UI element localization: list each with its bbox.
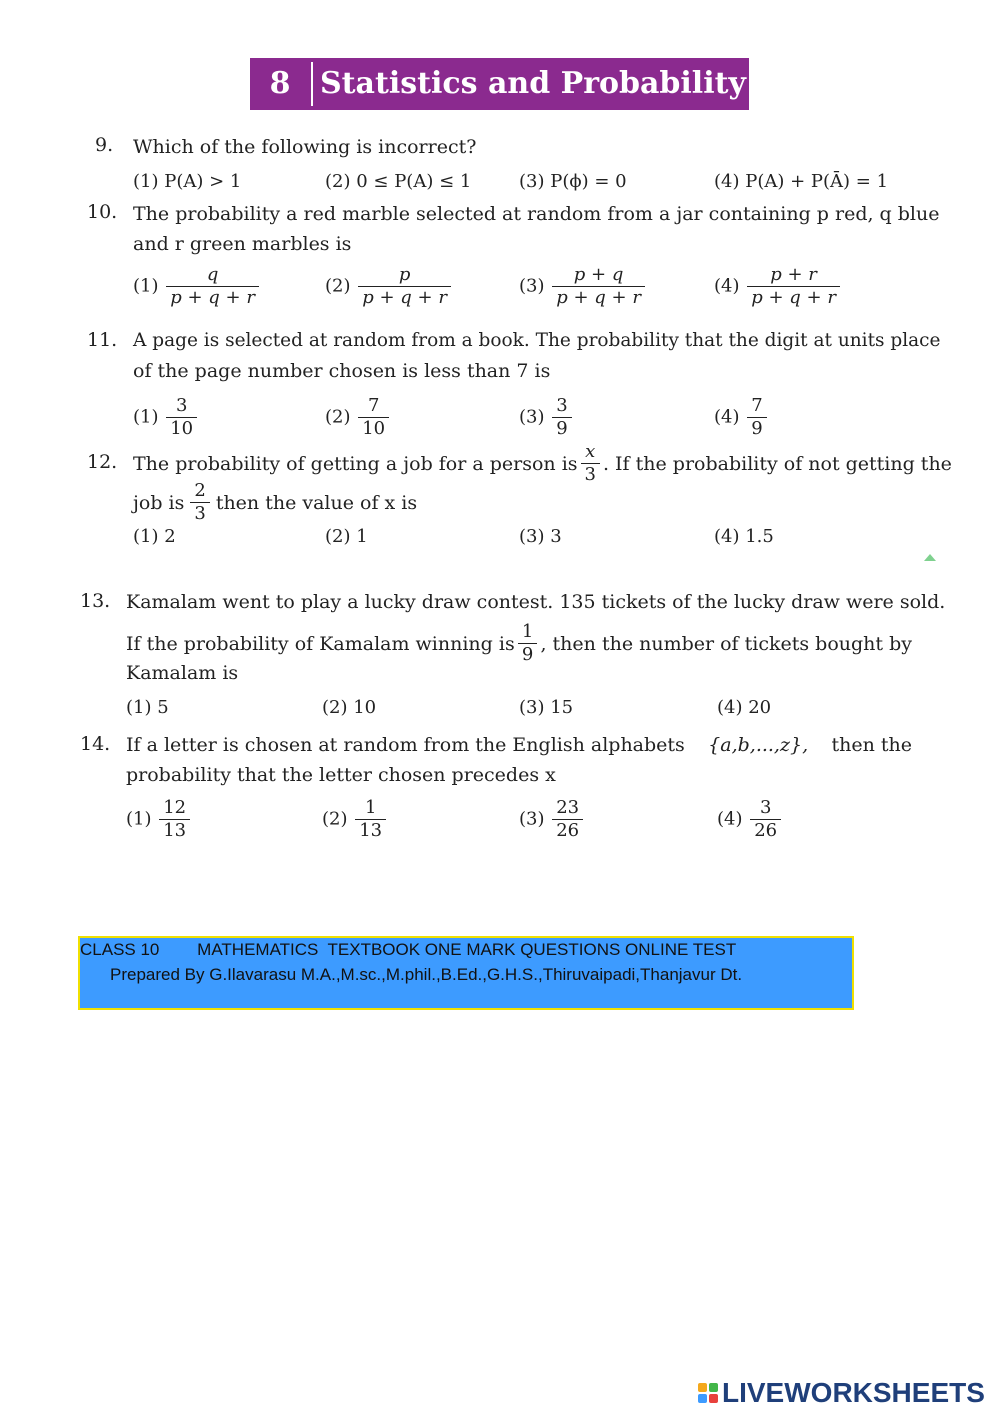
- q14-line-1: [126, 730, 912, 760]
- q12-fraction-not-job: [190, 480, 209, 525]
- q14-option-4-label: (4): [717, 808, 743, 830]
- q14-option-1-fraction: [159, 797, 190, 842]
- denominator: 26: [750, 819, 781, 842]
- numerator: p + q: [573, 264, 624, 285]
- q13-line-3: Kamalam is: [126, 662, 239, 684]
- chapter-header: [250, 58, 749, 110]
- q12-option-4[interactable]: (4) 1.5: [714, 526, 774, 547]
- denominator: 10: [166, 417, 197, 440]
- denominator: 9: [552, 417, 571, 440]
- q14-option-4-fraction: [750, 797, 781, 842]
- q9-option-4[interactable]: (4) P(A) + P(Ā) = 1: [714, 171, 889, 192]
- q14-option-4[interactable]: [717, 797, 783, 842]
- logo-text: LIVEWORKSHEETS: [722, 1377, 985, 1408]
- numerator: 12: [163, 797, 187, 818]
- q11-option-3-label: (3): [519, 406, 545, 428]
- numerator: 3: [556, 395, 568, 416]
- q10-option-4-fraction: [747, 264, 840, 309]
- q13-option-3[interactable]: (3) 15: [519, 697, 574, 718]
- numerator: p: [398, 264, 411, 285]
- logo-square: [709, 1394, 718, 1403]
- denominator: 13: [159, 819, 190, 842]
- q10-number: 10.: [87, 201, 118, 223]
- logo-square: [709, 1383, 718, 1392]
- denominator: 3: [581, 463, 600, 486]
- chapter-divider: [311, 62, 313, 106]
- denominator: 13: [355, 819, 386, 842]
- q9-text: Which of the following is incorrect?: [133, 136, 477, 158]
- q12-fraction-job: [581, 441, 600, 486]
- banner-class-line: CLASS 10 MATHEMATICS TEXTBOOK ONE MARK QUESTIONS ONLINE TEST: [80, 940, 737, 959]
- q10-option-2[interactable]: [325, 264, 453, 309]
- q12-option-1[interactable]: (1) 2: [133, 526, 176, 547]
- q11-option-4[interactable]: [714, 395, 769, 440]
- q11-line-1: A page is selected at random from a book. The probability that the digit at units place: [133, 330, 941, 351]
- q13-text-pre: If the probability of Kamalam winning is: [126, 632, 515, 655]
- chapter-number: 8: [269, 66, 291, 101]
- q11-option-3-fraction: [552, 395, 571, 440]
- q14-option-1[interactable]: [126, 797, 192, 842]
- q13-line-1: Kamalam went to play a lucky draw contest. 135 tickets of the lucky draw were sold.: [126, 591, 946, 613]
- q13-option-2[interactable]: (2) 10: [322, 697, 377, 718]
- q12-text-post: . If the probability of not getting the: [602, 452, 952, 475]
- q12-option-3[interactable]: (3) 3: [519, 526, 562, 547]
- logo-square: [698, 1383, 707, 1392]
- liveworksheets-logo[interactable]: [698, 1376, 985, 1410]
- q9-option-3[interactable]: (3) P(ϕ) = 0: [519, 171, 627, 192]
- q14-option-3[interactable]: [519, 797, 585, 842]
- q14-option-3-fraction: [552, 797, 583, 842]
- q11-option-2-label: (2): [325, 406, 351, 428]
- q10-option-3-label: (3): [519, 275, 545, 297]
- q12-number: 12.: [87, 451, 118, 473]
- numerator: 7: [751, 395, 763, 416]
- q13-option-4[interactable]: (4) 20: [717, 697, 772, 718]
- q12-line-2: [133, 480, 417, 525]
- numerator: 3: [759, 797, 772, 818]
- q14-alphabet-set: {a,b,...,z},: [708, 734, 809, 756]
- q14-option-2-fraction: [355, 797, 386, 842]
- q11-option-1[interactable]: [133, 395, 199, 440]
- q10-option-4[interactable]: [714, 264, 842, 309]
- denominator: p + q + r: [358, 286, 451, 309]
- q11-option-1-label: (1): [133, 406, 159, 428]
- q11-option-4-label: (4): [714, 406, 740, 428]
- q13-text-post: , then the number of tickets bought by: [540, 632, 912, 655]
- q10-option-3-fraction: [552, 264, 645, 309]
- numerator: 7: [367, 395, 380, 416]
- q12-option-2[interactable]: (2) 1: [325, 526, 368, 547]
- q11-option-2[interactable]: [325, 395, 391, 440]
- q14-text-pre: If a letter is chosen at random from the English alphabets: [126, 734, 685, 756]
- denominator: 26: [552, 819, 583, 842]
- chapter-title: Statistics and Probability: [320, 66, 746, 101]
- q10-option-4-label: (4): [714, 275, 740, 297]
- q13-number: 13.: [80, 590, 111, 612]
- q11-option-3[interactable]: [519, 395, 574, 440]
- q10-option-2-label: (2): [325, 275, 351, 297]
- banner-author-line: Prepared By G.Ilavarasu M.A.,M.sc.,M.phil.,B.Ed.,G.H.S.,Thiruvaipadi,Thanjavur Dt.: [110, 965, 743, 984]
- q12-line2-pre: job is: [133, 491, 185, 514]
- numerator: 2: [194, 480, 206, 501]
- denominator: 3: [190, 502, 209, 525]
- q11-line-2: of the page number chosen is less than 7 is: [133, 360, 551, 382]
- logo-square: [698, 1394, 707, 1403]
- q10-option-1-fraction: [166, 264, 259, 309]
- q13-fraction: [518, 621, 537, 666]
- numerator: q: [206, 264, 219, 285]
- decorative-triangle-icon: [924, 554, 936, 561]
- q12-text-pre: The probability of getting a job for a person is: [133, 452, 578, 475]
- q13-option-1[interactable]: (1) 5: [126, 697, 169, 718]
- q9-option-2[interactable]: (2) 0 ≤ P(A) ≤ 1: [325, 171, 472, 192]
- liveworksheets-logo-icon: [698, 1383, 718, 1403]
- q14-text-post: then the: [831, 734, 912, 756]
- q11-option-2-fraction: [358, 395, 389, 440]
- q10-option-2-fraction: [358, 264, 451, 309]
- numerator: x: [585, 441, 596, 462]
- denominator: p + q + r: [166, 286, 259, 309]
- q10-line-2: and r green marbles is: [133, 233, 352, 255]
- q14-option-1-label: (1): [126, 808, 152, 830]
- test-info-banner: [78, 936, 854, 1010]
- q11-option-1-fraction: [166, 395, 197, 440]
- q14-option-2[interactable]: [322, 797, 388, 842]
- q12-line2-post: then the value of x is: [215, 491, 418, 514]
- q9-option-1[interactable]: (1) P(A) > 1: [133, 171, 242, 192]
- q10-option-3[interactable]: [519, 264, 647, 309]
- q14-option-2-label: (2): [322, 808, 348, 830]
- q13-line-2: [126, 621, 912, 666]
- q11-number: 11.: [87, 329, 118, 351]
- q9-number: 9.: [95, 134, 114, 156]
- q10-line-1: The probability a red marble selected at random from a jar containing p red, q blue: [133, 203, 940, 225]
- numerator: 1: [364, 797, 377, 818]
- q10-option-1[interactable]: [133, 264, 261, 309]
- denominator: 10: [358, 417, 389, 440]
- q14-number: 14.: [80, 733, 111, 755]
- numerator: 23: [556, 797, 580, 818]
- q10-option-1-label: (1): [133, 275, 159, 297]
- denominator: 9: [518, 643, 537, 666]
- denominator: 9: [747, 417, 766, 440]
- denominator: p + q + r: [747, 286, 840, 309]
- q11-option-4-fraction: [747, 395, 766, 440]
- numerator: 3: [175, 395, 188, 416]
- denominator: p + q + r: [552, 286, 645, 309]
- numerator: p + r: [770, 264, 817, 285]
- numerator: 1: [521, 621, 534, 642]
- q14-option-3-label: (3): [519, 808, 545, 830]
- q14-line-2: probability that the letter chosen precedes x: [126, 764, 556, 786]
